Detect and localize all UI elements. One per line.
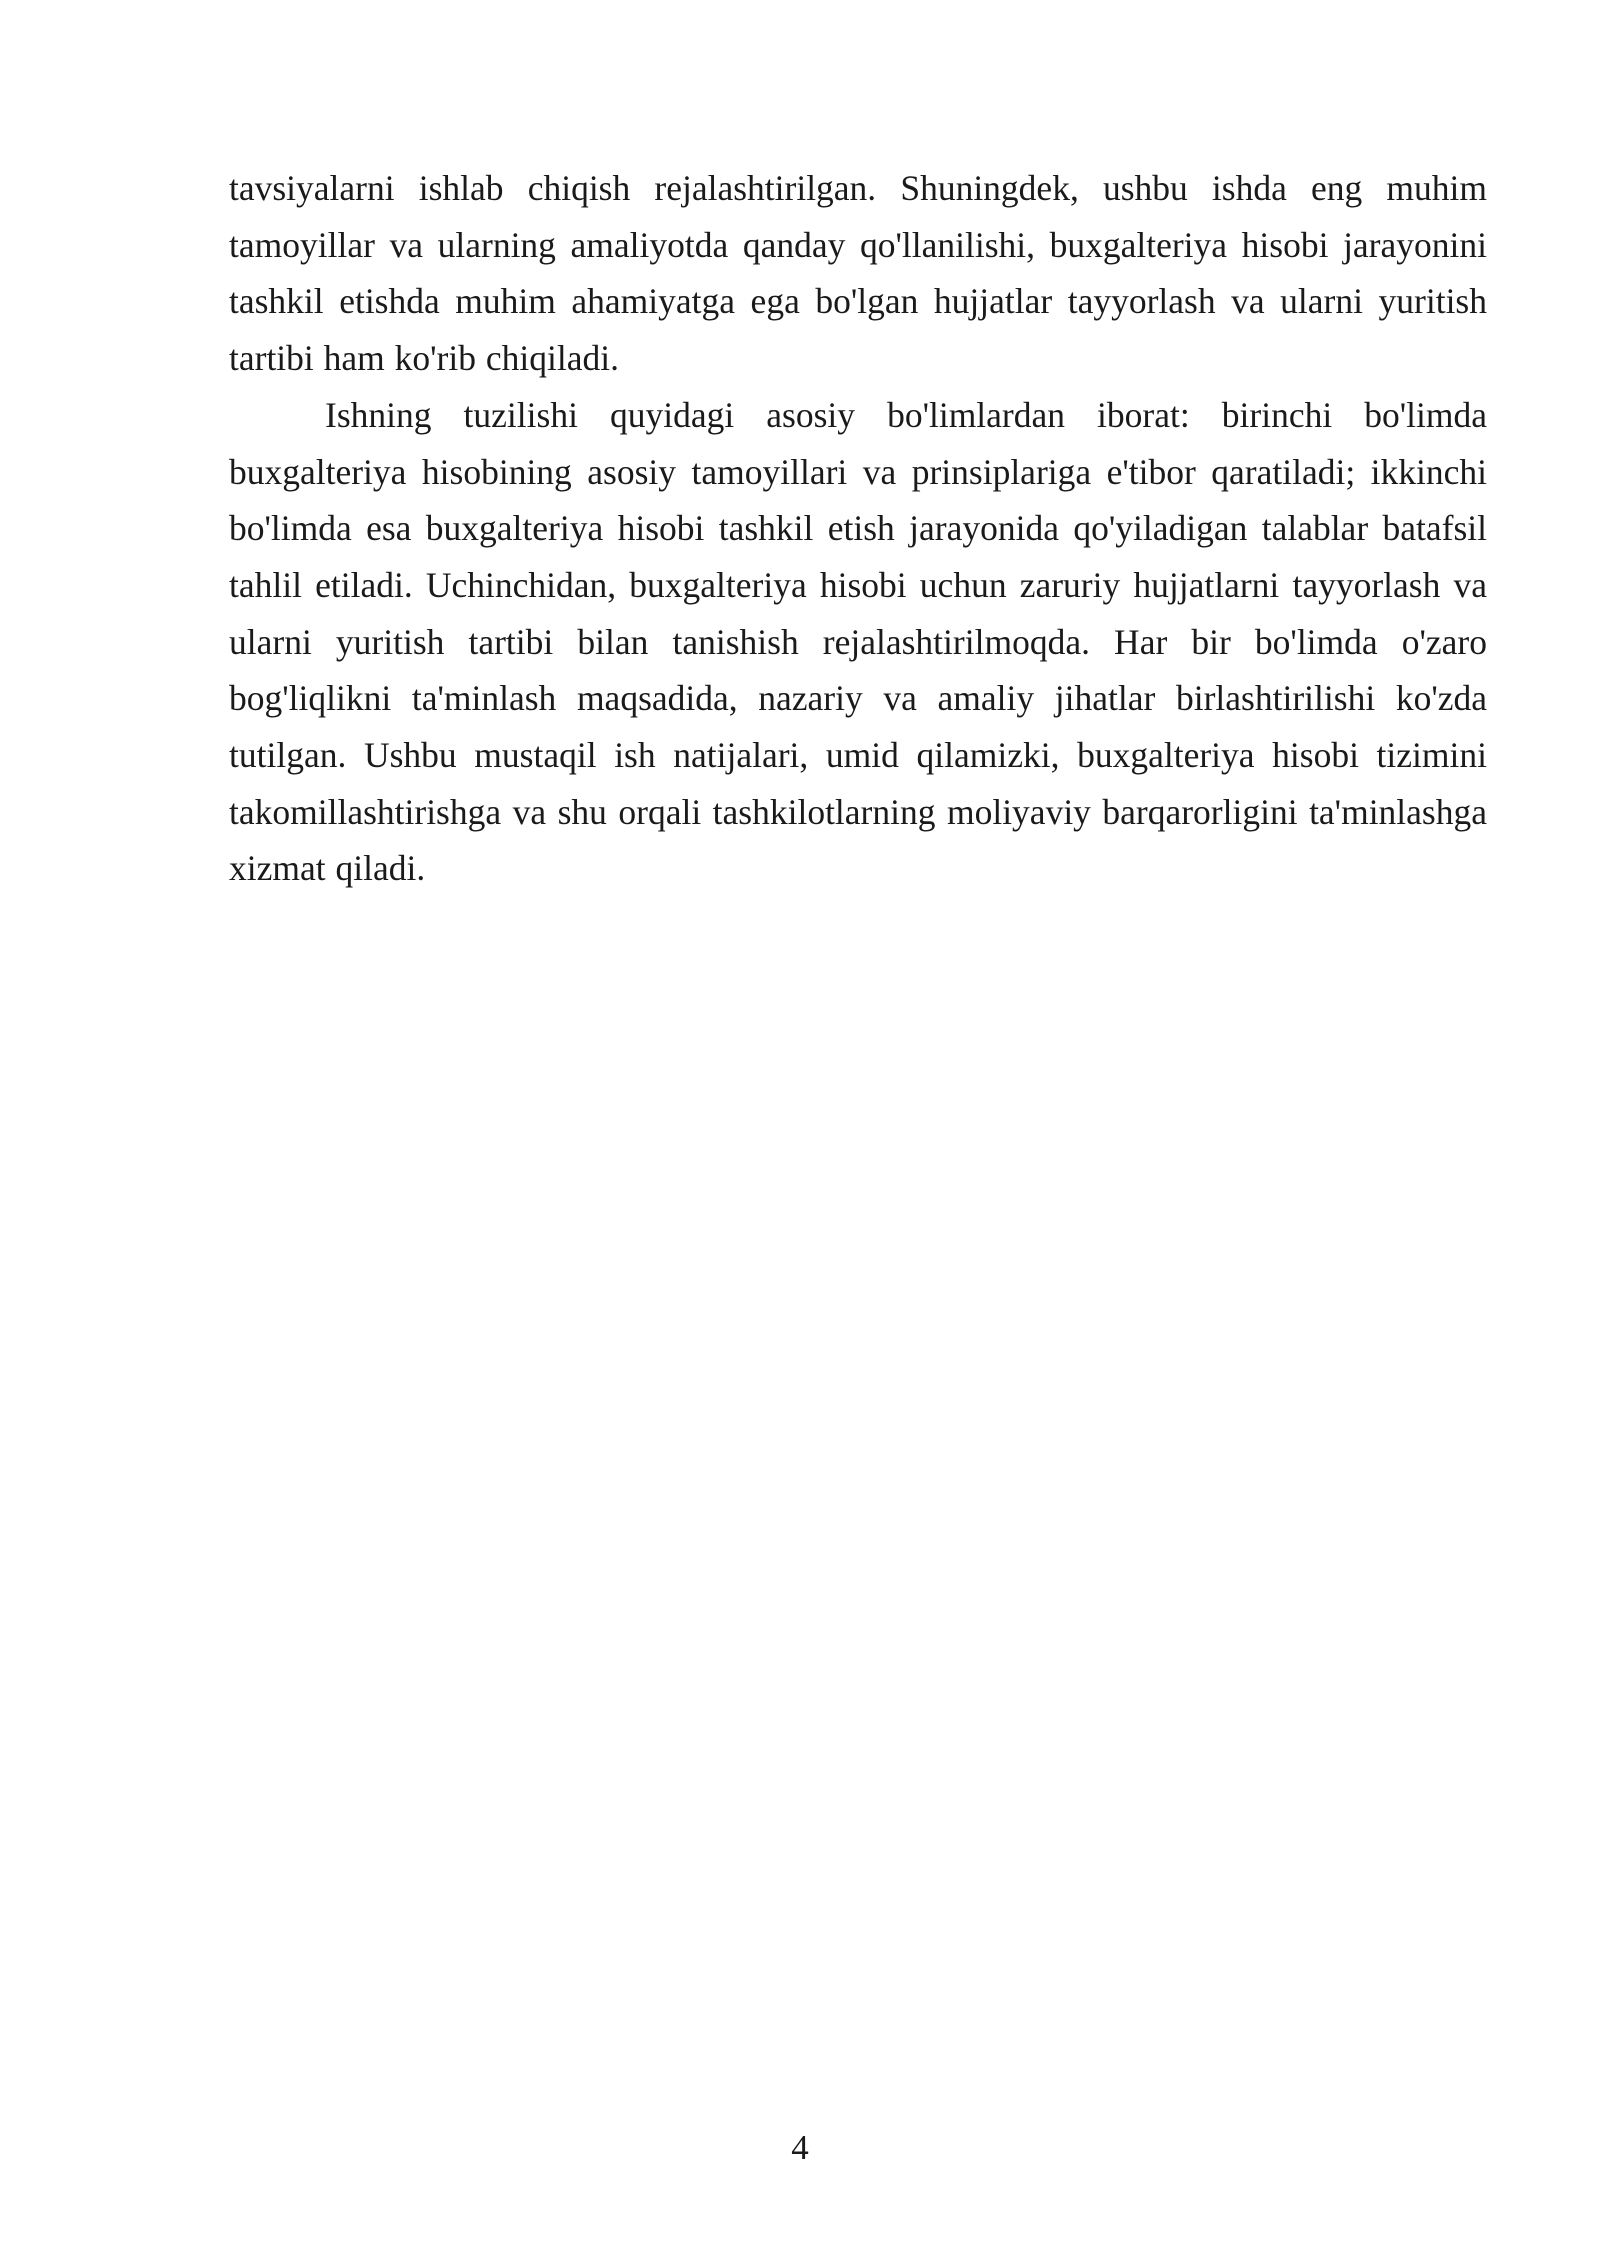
paragraph-continuation: tavsiyalarni ishlab chiqish rejalashtirilgan. Shuningdek, ushbu ishda eng muhim tamoyillar va ularning amaliyotda qanday qo'llanilishi, buxgalteriya hisobi jarayonini tashkil etishda muhim ahamiyatga ega bo'lgan hujjatlar tayyorlash va ularni yuritish tartibi ham ko'rib chiqiladi. — [229, 168, 1487, 379]
page-number: 4 — [791, 2128, 809, 2167]
paragraph-structure: Ishning tuzilishi quyidagi asosiy bo'limlardan iborat: birinchi bo'limda buxgalteriya hisobining asosiy tamoyillari va prinsiplariga e'tibor qaratiladi; ikkinchi bo'limda esa buxgalteriya hisobi tashkil etish jarayonida qo'yiladigan talablar batafsil tahlil etiladi. Uchinchidan, buxgalteriya hisobi uchun zaruriy hujjatlarni tayyorlash va ularni yuritish tartibi bilan tanishish rejalashtirilmoqda. Har bir bo'limda o'zaro bog'liqlikni ta'minlash maqsadida, nazariy va amaliy jihatlar birlashtirilishi ko'zda tutilgan. Ushbu mustaqil ish natijalari, umid qilamizki, buxgalteriya hisobi tizimini takomillashtirishga va shu orqali tashkilotlarning moliyaviy barqarorligini ta'minlashga xizmat qiladi. — [229, 394, 1487, 889]
body-text — [229, 160, 1487, 897]
